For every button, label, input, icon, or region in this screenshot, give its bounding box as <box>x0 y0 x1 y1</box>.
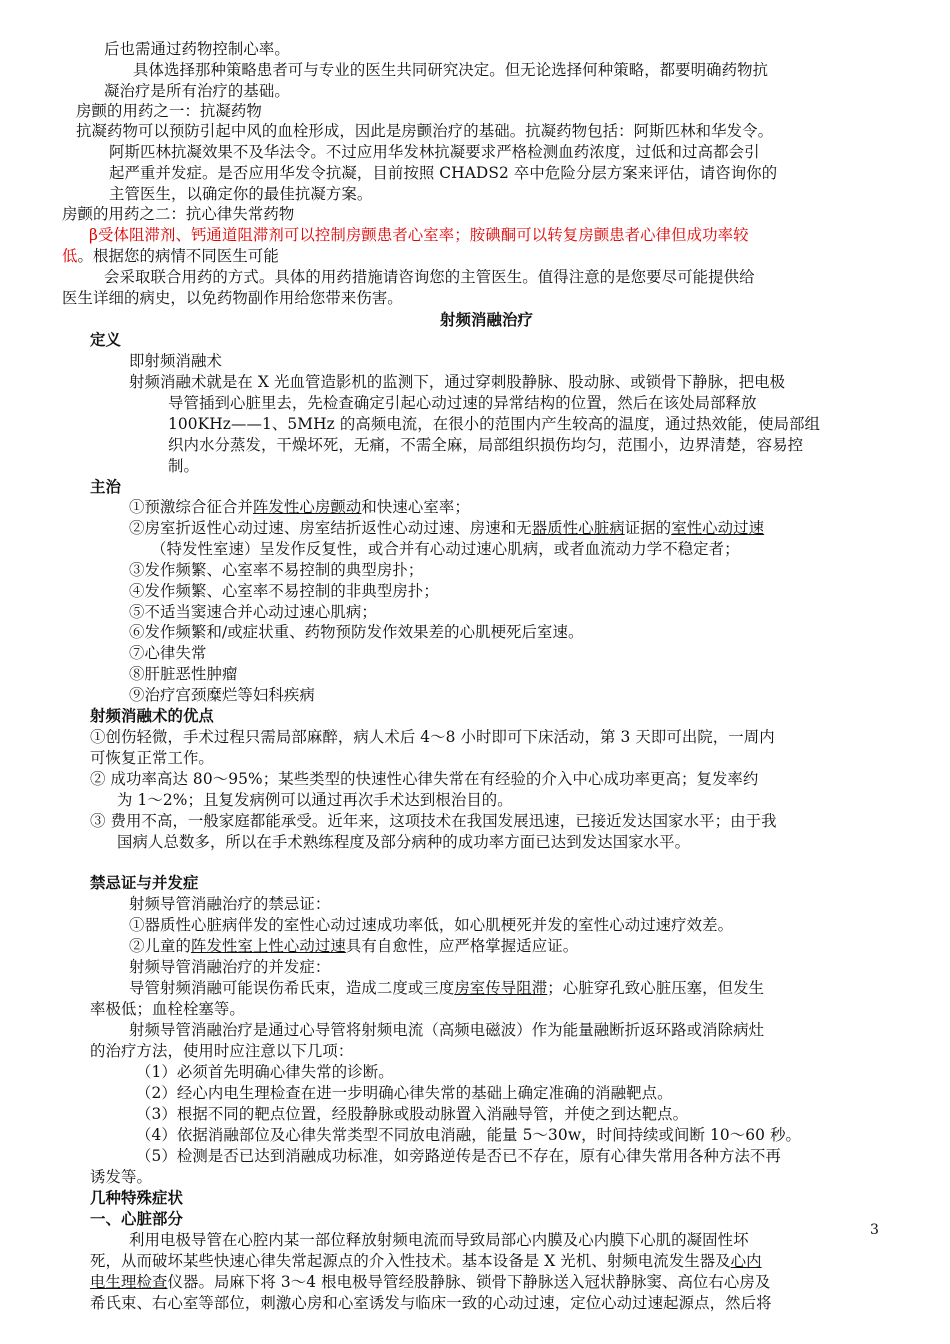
text-line: （5）检测是否已达到消融成功标准，如旁路逆传是否已不存在，原有心律失常用各种方法不再 <box>136 1147 782 1165</box>
text-segment: 和快速心室率； <box>361 498 470 516</box>
section-heading: 射频消融治疗 <box>440 311 533 329</box>
text-line: （4）依据消融部位及心律失常类型不同放电消融，能量 5～30w，时间持续或间断 10～60 秒。 <box>136 1126 802 1144</box>
text-line: 阿斯匹林抗凝效果不及华法令。不过应用华发林抗凝要求严格检测血药浓度，过低和过高都会引 <box>109 143 760 161</box>
text-segment: ②房室折返性心动过速、房室结折返性心动过速、房速和无 <box>129 519 532 537</box>
underlined-term: 电生理检查 <box>90 1273 168 1291</box>
text-line: 的治疗方法，使用时应注意以下几项： <box>90 1042 354 1060</box>
text-segment: 具有自愈性，应严格掌握适应证。 <box>345 937 579 955</box>
text-line: 后也需通过药物控制心率。 <box>104 40 290 58</box>
underlined-term: 器质性心脏病 <box>531 519 625 537</box>
text-line: 制。 <box>168 457 199 475</box>
text-segment: 证据的 <box>624 519 672 537</box>
text-line: β受体阻滞剂、钙通道阻滞剂可以控制房颤患者心室率；胺碘酮可以转复房颤患者心律但成功率较 <box>89 226 749 244</box>
text-line: 为 1～2%；且复发病例可以通过再次手术达到根治目的。 <box>117 791 513 809</box>
text-line <box>129 978 764 998</box>
text-line: ⑤不适当窦速合并心动过速心肌病； <box>129 603 377 621</box>
section-heading: 主治 <box>90 478 121 496</box>
text-line: 凝治疗是所有治疗的基础。 <box>104 82 290 100</box>
text-segment: 导管射频消融可能误伤希氏束，造成二度或三度 <box>129 979 455 997</box>
text-line: （3）根据不同的靶点位置，经股静脉或股动脉置入消融导管，并使之到达靶点。 <box>136 1105 689 1123</box>
text-segment: ①预激综合征合并 <box>129 498 253 516</box>
text-segment: ②儿童的 <box>129 937 191 955</box>
text-line: 房颤的用药之二：抗心律失常药物 <box>62 205 295 223</box>
section-heading: 禁忌证与并发症 <box>90 874 199 892</box>
text-line: 会采取联合用药的方式。具体的用药措施请咨询您的主管医生。值得注意的是您要尽可能提供给 <box>104 268 755 286</box>
text-line: 射频消融术就是在 X 光血管造影机的监测下，通过穿刺股静脉、股动脉、或锁骨下静脉，把电极 <box>129 373 786 391</box>
text-line: 100KHz——1、5MHz 的高频电流，在很小的范围内产生较高的温度，通过热效能，使局部组 <box>168 415 821 433</box>
text-segment: 。根据您的病情不同医生可能 <box>77 247 279 265</box>
text-segment: 低 <box>62 247 78 265</box>
text-line: 射频导管消融治疗的禁忌证： <box>129 895 331 913</box>
underlined-term: 室性心动过速 <box>671 519 765 537</box>
text-line: ④发作频繁、心室率不易控制的非典型房扑； <box>129 582 439 600</box>
text-line: ⑨治疗宫颈糜烂等妇科疾病 <box>129 686 315 704</box>
text-segment: ；心脏穿孔致心脏压塞，但发生 <box>547 979 765 997</box>
text-line: 诱发等。 <box>90 1168 152 1186</box>
text-line <box>90 1272 770 1292</box>
section-heading: 定义 <box>90 331 121 349</box>
text-segment: 死，从而破坏某些快速心律失常起源点的介入性技术。基本设备是 X 光机、射频电流发生器及 <box>90 1252 731 1270</box>
text-segment: 仪器。局麻下将 3～4 根电极导管经股静脉、锁骨下静脉送入冠状静脉窦、高位右心房及 <box>167 1273 771 1291</box>
text-line <box>90 1251 762 1271</box>
text-line: ①器质性心脏病伴发的室性心动过速成功率低，如心肌梗死并发的室性心动过速疗效差。 <box>129 916 734 934</box>
text-line: （1）必须首先明确心律失常的诊断。 <box>136 1063 394 1081</box>
section-heading: 射频消融术的优点 <box>90 707 214 725</box>
text-line: 射频导管消融治疗的并发症： <box>129 958 331 976</box>
text-line: 率极低；血栓栓塞等。 <box>90 1000 245 1018</box>
underlined-term: 房室传导阻滞 <box>454 979 548 997</box>
text-line: （2）经心内电生理检查在进一步明确心律失常的基础上确定准确的消融靶点。 <box>136 1084 673 1102</box>
text-line: ③发作频繁、心室率不易控制的典型房扑； <box>129 561 424 579</box>
underlined-term: 阵发性室上性心动过速 <box>190 937 346 955</box>
text-line: 具体选择那种策略患者可与专业的医生共同研究决定。但无论选择何种策略，都要明确药物抗 <box>133 61 769 79</box>
text-line: 国病人总数多，所以在手术熟练程度及部分病种的成功率方面已达到发达国家水平。 <box>117 833 691 851</box>
text-line: ② 成功率高达 80～95%；某些类型的快速性心律失常在有经验的介入中心成功率更高；复发率约 <box>90 770 759 788</box>
text-line: ③ 费用不高，一般家庭都能承受。近年来，这项技术在我国发展迅速，已接近发达国家水平；由于我 <box>90 812 777 830</box>
text-line: ⑥发作频繁和/或症状重、药物预防发作效果差的心肌梗死后室速。 <box>129 623 584 641</box>
text-line: ⑧肝脏恶性肿瘤 <box>129 665 238 683</box>
text-line <box>129 936 578 956</box>
text-line: 希氏束、右心室等部位，刺激心房和心室诱发与临床一致的心动过速，定位心动过速起源点，然后将 <box>90 1294 772 1312</box>
text-line: 抗凝药物可以预防引起中风的血栓形成，因此是房颤治疗的基础。抗凝药物包括：阿斯匹林和华发令。 <box>76 122 774 140</box>
text-line: 房颤的用药之一：抗凝药物 <box>76 102 262 120</box>
text-line: 导管插到心脏里去，先检查确定引起心动过速的异常结构的位置，然后在该处局部释放 <box>168 394 757 412</box>
text-line: 织内水分蒸发，干燥坏死，无痛，不需全麻，局部组织损伤均匀，范围小，边界清楚，容易控 <box>168 436 804 454</box>
text-line <box>129 497 470 517</box>
text-line: ⑦心律失常 <box>129 644 207 662</box>
underlined-term: 阵发性心房颤动 <box>252 498 362 516</box>
section-heading: 几种特殊症状 <box>90 1189 183 1207</box>
text-line: 起严重并发症。是否应用华发令抗凝，目前按照 CHADS2 卒中危险分层方案来评估，请咨询你的 <box>109 164 778 182</box>
text-line: 即射频消融术 <box>129 352 222 370</box>
text-line <box>62 246 279 266</box>
text-line <box>129 518 764 538</box>
text-line: 医生详细的病史，以免药物副作用给您带来伤害。 <box>62 289 403 307</box>
text-line: 射频导管消融治疗是通过心导管将射频电流（高频电磁波）作为能量融断折返环路或消除病灶 <box>129 1021 765 1039</box>
text-line: ①创伤轻微，手术过程只需局部麻醉，病人术后 4～8 小时即可下床活动，第 3 天即可出院，一周内 <box>90 728 775 746</box>
text-line: 主管医生，以确定你的最佳抗凝方案。 <box>109 185 373 203</box>
page-number: 3 <box>870 1222 879 1238</box>
underlined-term: 心内 <box>730 1252 762 1270</box>
text-line: 利用电极导管在心腔内某一部位释放射频电流而导致局部心内膜及心内膜下心肌的凝固性坏 <box>129 1231 749 1249</box>
text-line: 可恢复正常工作。 <box>90 749 214 767</box>
text-line: （特发性室速）呈发作反复性，或合并有心动过速心肌病，或者血流动力学不稳定者； <box>151 540 740 558</box>
section-heading: 一、心脏部分 <box>90 1210 183 1228</box>
